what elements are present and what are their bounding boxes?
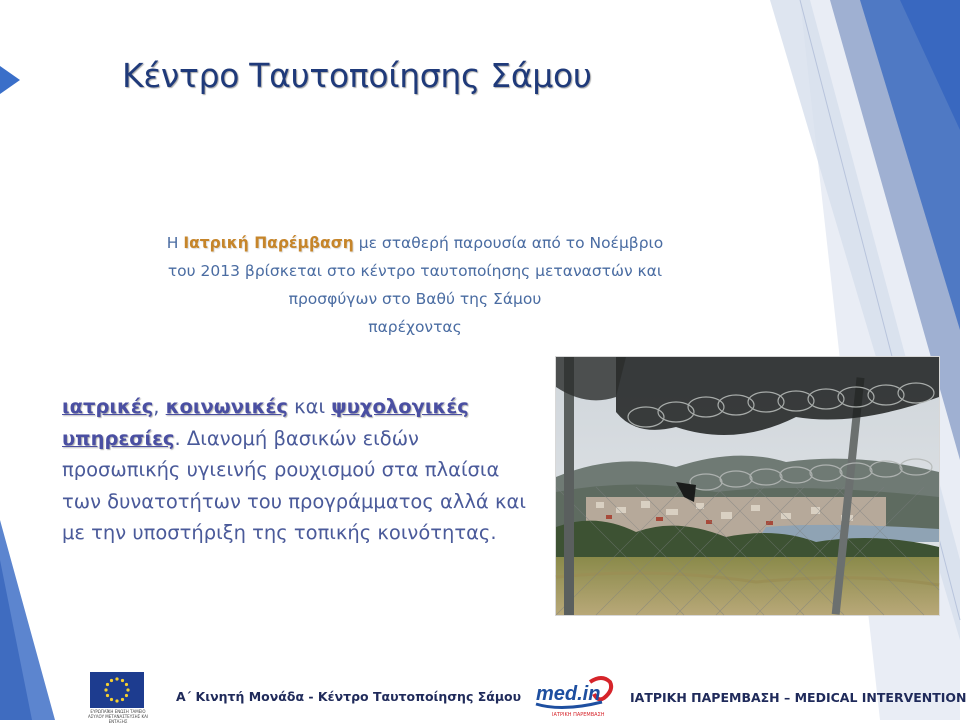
intro-paragraph: [70, 229, 760, 341]
medin-logo-icon: [532, 672, 616, 718]
service-psychological: ψυχολογικές υπηρεσίες: [62, 395, 469, 450]
intro-highlight: Ιατρική Παρέμβαση: [183, 234, 354, 252]
slide-title: Κέντρο Ταυτοποίησης Σάμου: [122, 56, 592, 95]
medin-logo: [532, 672, 616, 718]
eu-stars-icon: [90, 672, 144, 708]
medin-logo-subtext: ΙΑΤΡΙΚΗ ΠΑΡΕΜΒΑΣΗ: [552, 712, 605, 718]
fence-photo-image: [556, 357, 939, 615]
intro-line-3: προσφύγων στο Βαθύ της Σάμου: [288, 290, 542, 308]
footer-org-label: ΙΑΤΡΙΚΗ ΠΑΡΕΜΒΑΣΗ – MEDICAL INTERVENTION: [630, 690, 967, 705]
footer-unit-label: Α΄ Κινητή Μονάδα - Κέντρο Ταυτοποίησης Σάμου: [176, 689, 522, 704]
services-paragraph: [62, 391, 532, 549]
separator-2: και: [287, 395, 332, 418]
eu-flag-logo: [90, 672, 144, 708]
service-social: κοινωνικές: [165, 395, 288, 418]
service-medical: ιατρικές: [62, 395, 154, 418]
medin-logo-text: med.in: [536, 683, 601, 705]
services-rest-text: . Διανομή βασικών ειδών προσωπικής υγιεινής ρουχισμού στα πλαίσια των δυνατοτήτων του προγράμματος αλλά και με την υποστήριξη της τοπικής κοινότητας.: [62, 426, 526, 544]
intro-line-1: [70, 229, 760, 257]
fence-photo: [555, 356, 940, 616]
title-arrow-icon: [0, 66, 20, 94]
separator-1: ,: [153, 395, 166, 418]
intro-line-2: του 2013 βρίσκεται στο κέντρο ταυτοποίησης μεταναστών και: [167, 262, 663, 280]
eu-caption: ΕΥΡΩΠΑΪΚΗ ΕΝΩΣΗ ΤΑΜΕΙΟ ΑΣΥΛΟΥ ΜΕΤΑΝΑΣΤΕΥΣΗΣ ΚΑΙ ΕΝΤΑΞΗΣ: [88, 709, 149, 724]
intro-prefix: Η: [166, 234, 184, 252]
intro-line1-rest: με σταθερή παρουσία από το Νοέμβριο: [353, 234, 664, 252]
intro-line-4: παρέχοντας: [368, 318, 462, 336]
